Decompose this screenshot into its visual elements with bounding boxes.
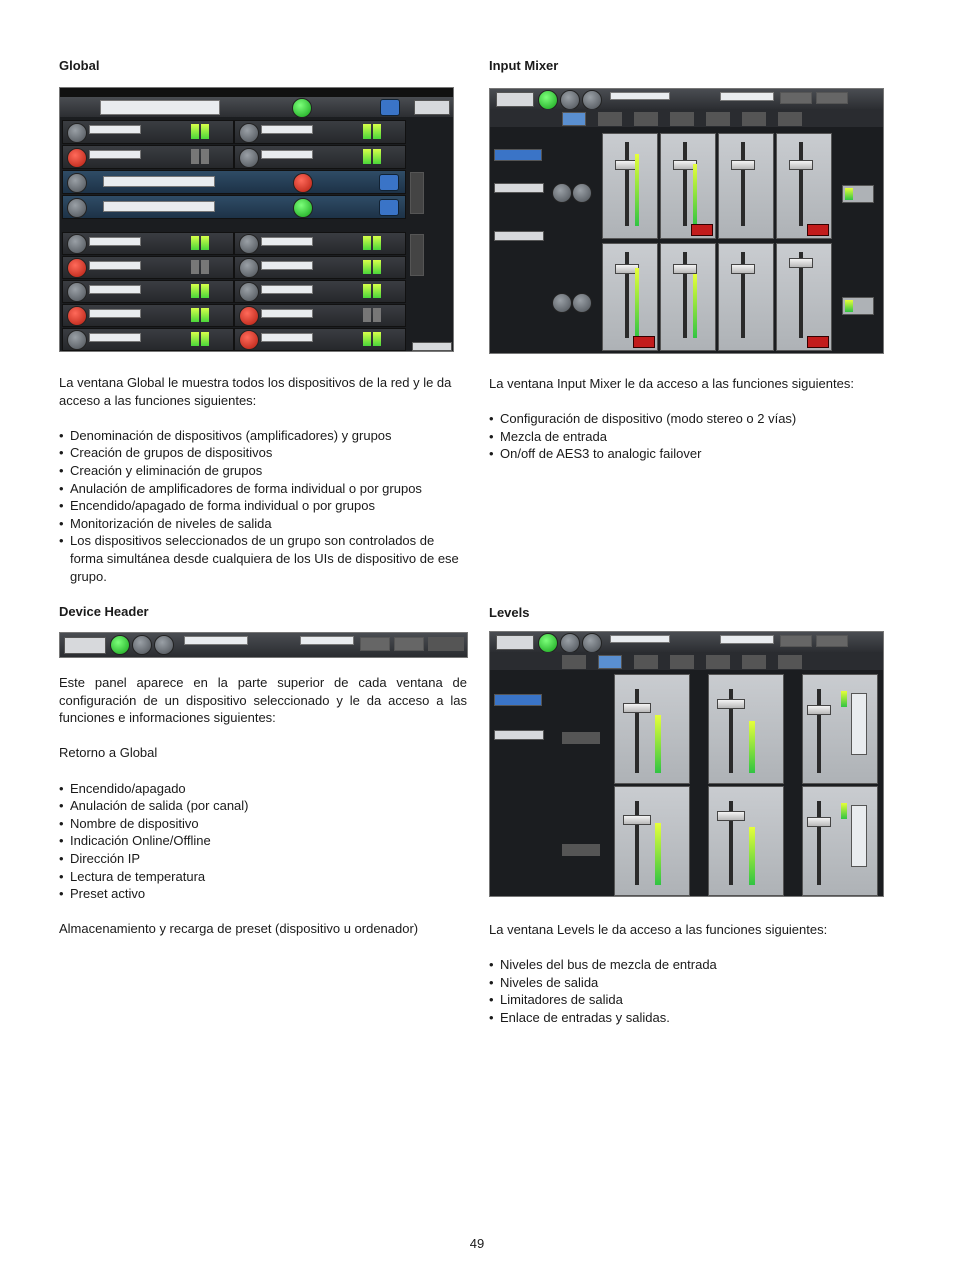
device-header-intro: Este panel aparece en la parte superior de cada ventana de configuración de un dispositivo seleccionado y le da acceso a las funciones e informaciones siguientes: <box>59 675 467 726</box>
list-item: • Mezcla de entrada <box>489 428 897 446</box>
section-global <box>59 58 467 73</box>
device-header-feature-list <box>59 780 467 903</box>
list-item: • Los dispositivos seleccionados de un grupo son controlados de forma simultánea desde cualquiera de los UIs de dispositivo de ese grupo. <box>59 532 467 585</box>
list-item: • Monitorización de niveles de salida <box>59 515 467 533</box>
list-item: • Enlace de entradas y salidas. <box>489 1009 897 1027</box>
global-screenshot <box>59 87 454 352</box>
list-item: • Dirección IP <box>59 850 467 868</box>
list-item: • Lectura de temperatura <box>59 868 467 886</box>
list-item: • Anulación de amplificadores de forma individual o por grupos <box>59 480 467 498</box>
section-heading-levels: Levels <box>489 605 530 620</box>
device-header-return: Retorno a Global <box>59 745 158 761</box>
section-input-mixer <box>489 58 897 73</box>
global-description <box>59 374 467 585</box>
list-item: • Nombre de dispositivo <box>59 815 467 833</box>
input-mixer-feature-list <box>489 410 897 463</box>
page-number: 49 <box>469 1236 485 1251</box>
input-mixer-screenshot <box>489 88 884 354</box>
device-header-screenshot <box>59 632 468 658</box>
device-header-description <box>59 674 467 938</box>
section-device-header <box>59 604 467 619</box>
list-item: • Indicación Online/Offline <box>59 832 467 850</box>
levels-description <box>489 921 897 1027</box>
list-item: • Encendido/apagado de forma individual o por grupos <box>59 497 467 515</box>
levels-screenshot <box>489 631 884 897</box>
list-item: • Limitadores de salida <box>489 991 897 1009</box>
list-item: • On/off de AES3 to analogic failover <box>489 445 897 463</box>
input-mixer-intro: La ventana Input Mixer le da acceso a las funciones siguientes: <box>489 376 854 391</box>
list-item: • Creación y eliminación de grupos <box>59 462 467 480</box>
device-header-preset-note: Almacenamiento y recarga de preset (dispositivo u ordenador) <box>59 921 419 937</box>
section-levels <box>489 605 897 620</box>
list-item: • Niveles de salida <box>489 974 897 992</box>
section-heading-global: Global <box>59 58 100 73</box>
list-item: • Niveles del bus de mezcla de entrada <box>489 956 897 974</box>
list-item: • Creación de grupos de dispositivos <box>59 444 467 462</box>
list-item: • Encendido/apagado <box>59 780 467 798</box>
levels-feature-list <box>489 956 897 1026</box>
input-mixer-description <box>489 375 897 463</box>
list-item: • Denominación de dispositivos (amplificadores) y grupos <box>59 427 467 445</box>
section-heading-input-mixer: Input Mixer <box>489 58 559 73</box>
section-heading-device-header: Device Header <box>59 604 149 619</box>
levels-intro: La ventana Levels le da acceso a las funciones siguientes: <box>489 922 828 937</box>
list-item: • Configuración de dispositivo (modo stereo o 2 vías) <box>489 410 897 428</box>
global-feature-list <box>59 427 467 585</box>
global-intro: La ventana Global le muestra todos los dispositivos de la red y le da acceso a las funciones siguientes: <box>59 375 452 408</box>
list-item: • Preset activo <box>59 885 467 903</box>
list-item: • Anulación de salida (por canal) <box>59 797 467 815</box>
